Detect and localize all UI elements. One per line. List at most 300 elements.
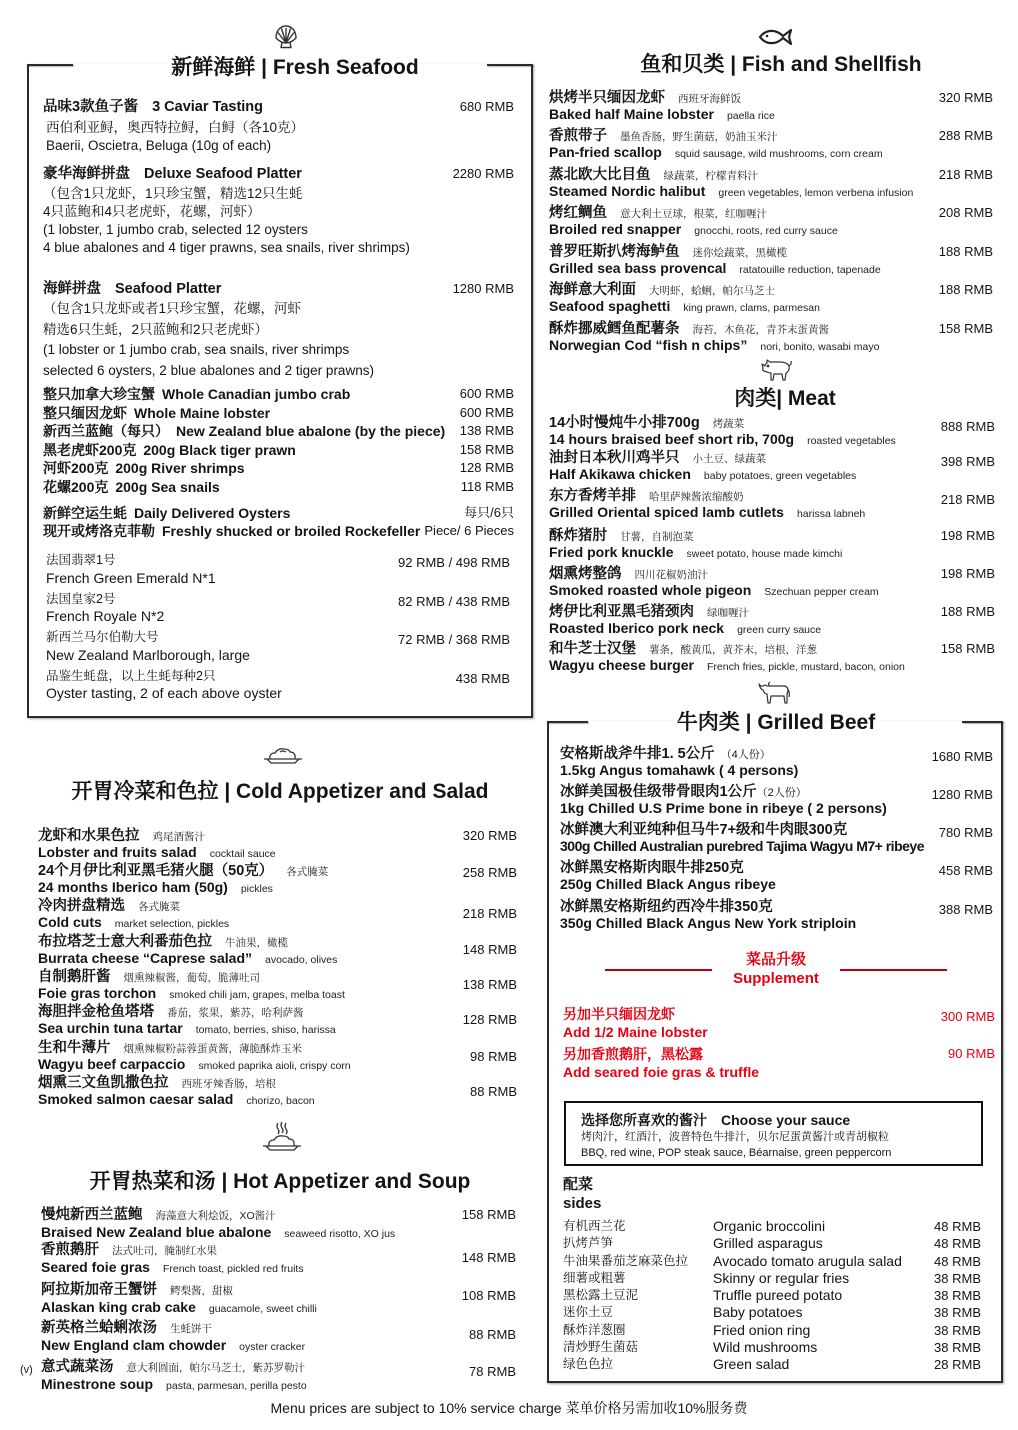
item-desc-cn: 烟熏辣椒粉蒜蓉蛋黄酱，薄脆酥炸玉米 [123,1042,302,1055]
item-desc-cn: 小土豆、绿蔬菜 [692,452,766,465]
item-price: 888 RMB [940,418,995,434]
list-item [43,422,514,441]
cloche-icon [262,746,304,764]
item-price: 158 RMB [459,441,514,457]
menu-item [560,783,993,821]
item-desc-en: harissa labneh [796,507,866,520]
item-desc-en: squid sausage, wild mushrooms, corn cream [674,148,883,160]
side-name-en: Organic broccolini [713,1218,826,1234]
item-name-cn: 新英格兰蛤蜊浓汤 [41,1320,157,1336]
item-desc-en: king prawn, clams, parmesan [683,302,820,314]
item-desc-cn: 海藻意大利烩饭，XO酱汁 [155,1210,276,1222]
item-price: 138 RMB [459,423,514,439]
list-item [43,404,514,423]
item-price: 98 RMB [470,1048,517,1064]
item-price: 780 RMB [938,825,993,841]
item-name-en: 350g Chilled Black Angus New York striploin [560,914,857,931]
item-name-cn: 烟熏烤整鸽 [549,565,622,582]
hot-appetizer-list [20,1206,516,1396]
meat-list [549,414,995,677]
oyster-item [46,668,510,707]
side-price: 38 RMB [934,1288,981,1304]
frame-top-right-segment [962,721,1003,723]
menu-item [549,204,993,243]
item-name-en: Baked half Maine lobster [549,105,714,122]
item-name-en: Norwegian Cod “fish n chips” [549,336,748,353]
item-price: 388 RMB [938,901,993,917]
item-desc-cn: 鸡尾酒酱汁 [152,830,205,843]
item-desc-en: gnocchi, roots, red curry sauce [694,225,838,237]
item-desc-en: French fries, pickle, mustard, bacon, onion [706,660,905,673]
sauce-options-cn: 烤肉汁，红酒汁，波普特色牛排汁，贝尔尼蛋黄酱汁或青胡椒粒 [581,1131,889,1143]
item-name-en: Half Akikawa chicken [549,465,691,482]
item-price: 188 RMB [938,243,993,259]
item-desc-en: tomato, berries, shiso, harissa [195,1024,336,1037]
sauce-options-en: BBQ, red wine, POP steak sauce, Béarnaise, green peppercorn [581,1147,892,1159]
supplement-title-cn: 菜品升级 [745,951,806,968]
item-name-cn: 法国翡翠1号 [46,553,116,567]
item-name-en: Roasted Iberico pork neck [549,619,725,636]
item-desc-cn: 生蚝饼干 [170,1323,212,1335]
item-price: 158 RMB [938,320,993,336]
item-price: 108 RMB [461,1288,516,1303]
frame-top-left-segment [547,721,588,723]
item-name-en: New Zealand blue abalone (by the piece) [176,423,446,440]
item-name-en: New Zealand Marlborough, large [46,646,250,663]
sides-title-cn: 配菜 [563,1176,594,1193]
shell-icon [272,23,300,51]
item-price: 188 RMB [938,282,993,297]
item-name-en: 200g River shrimps [115,460,245,477]
item-name-cn: 酥炸挪威鳕鱼配薯条 [549,320,680,337]
item-price: 198 RMB [940,565,995,581]
menu-item [560,821,993,859]
side-name-cn: 绿色色拉 [563,1357,614,1372]
item-name-en: Burrata cheese “Caprese salad” [38,949,252,966]
menu-item [41,1319,516,1358]
menu-item [38,968,517,1003]
item-desc-en: guacamole, sweet chilli [208,1303,317,1315]
menu-item [549,527,995,565]
item-name-en: Grilled sea bass provencal [549,259,727,276]
item-name-cn: 品味3款鱼子酱 [43,99,139,115]
item-name-en: Steamed Nordic halibut [549,182,706,199]
item-name-en: Grilled Oriental spiced lamb cutlets [549,503,784,520]
menu-item [549,320,993,359]
item-desc-cn: 西班牙辣香肠，培根 [181,1078,276,1091]
item-desc-en: smoked chili jam, grapes, melba toast [169,989,345,1002]
item-desc-en: baby potatoes, green vegetables [703,469,857,482]
item-name-en: Smoked salmon caesar salad [38,1091,234,1108]
item-name-cn: 豪华海鲜拼盘 [43,166,130,182]
supplement-item [563,1005,995,1045]
sides-heading [563,1175,601,1213]
item-desc-en: ratatouille reduction, tapenade [739,263,881,276]
item-price: 88 RMB [469,1327,516,1342]
item-desc-en: Baerii, Oscietra, Beluga (10g of each) [46,138,272,153]
item-price: 218 RMB [462,906,517,922]
item-desc-cn: 大明虾，蛤蜊，帕尔马芝士 [649,285,775,297]
item-desc-en: seaweed risotto, XO jus [284,1228,396,1240]
menu-item [38,1074,517,1109]
item-desc-en: roasted vegetables [807,434,896,447]
side-item [563,1356,981,1373]
item-desc-cn: 西班牙海鲜饭 [678,92,741,105]
side-name-cn: 清炒野生菌菇 [563,1340,639,1355]
menu-item [549,281,993,320]
side-item [563,1287,981,1304]
item-price: 680 RMB [459,99,514,114]
item-serving-note: （2人份） [756,786,807,799]
item-name-cn: 烤伊比利亚黑毛猪颈肉 [549,603,694,620]
item-desc-cn: 意大利圆面，帕尔马芝士，紫苏罗勒汁 [126,1362,305,1374]
side-name-cn: 扒烤芦笋 [563,1236,614,1251]
menu-item [38,1039,517,1074]
item-price: 128 RMB [462,1012,517,1028]
item-name-cn: 意式蔬菜汤 [41,1359,114,1375]
side-price: 38 RMB [934,1305,981,1321]
item-desc-line: (1 lobster, 1 jumbo crab, selected 12 oysters [43,222,308,237]
item-name-en: New England clam chowder [41,1337,227,1353]
item-name-en: 1.5kg Angus tomahawk ( 4 persons) [560,761,799,778]
service-charge-note: Menu prices are subject to 10% service charge 菜单价格另需加收10%服务费 [270,1400,748,1416]
item-desc-line: selected 6 oysters, 2 blue abalones and 2 tiger prawns) [43,362,374,378]
item-name-cn: 整只缅因龙虾 [43,404,127,421]
cow-icon [757,681,791,707]
section-title: 开胃冷菜和色拉 | Cold Appetizer and Salad [71,780,489,803]
item-desc-cn: 绿咖喱汁 [707,606,749,619]
item-name-cn: 品鉴生蚝盘，以上生蚝每种2只 [46,668,216,683]
item-desc-en: green curry sauce [737,623,822,636]
item-name-cn: 阿拉斯加帝王蟹饼 [41,1282,157,1298]
side-item [563,1253,981,1270]
item-price: 198 RMB [940,527,995,543]
item-price: 1680 RMB [931,748,993,764]
item-name-cn: 冰鲜黑安格斯纽约西冷牛排350克 [560,898,773,915]
item-desc-cn: 各式腌菜 [286,865,329,878]
side-name-cn: 有机西兰花 [563,1219,626,1233]
item-name-cn: 安格斯战斧牛排1. 5公斤 [560,745,715,762]
menu-item [38,827,517,862]
item-desc-cn: 墨鱼香肠，野生菌菇，奶油玉米汁 [620,131,778,143]
side-name-en: Fried onion ring [713,1321,811,1338]
item-desc-line: （包含1只龙虾，1只珍宝蟹，精选12只生蚝 [43,186,303,201]
side-name-en: Truffle pureed potato [713,1287,843,1304]
menu-item-deluxe-seafood-platter [43,164,514,257]
item-name-cn: 花螺200克 [43,478,109,495]
side-price: 38 RMB [934,1340,981,1356]
side-price: 38 RMB [934,1270,981,1286]
side-price: 48 RMB [934,1253,981,1269]
item-name-en: 3 Caviar Tasting [152,99,264,115]
item-desc-cn: 番茄，浆果，紫苏，哈利萨酱 [167,1007,304,1020]
item-desc-cn: 各式腌菜 [138,901,180,914]
item-desc-line: 4只蓝鲍和4只老虎虾，花螺，河虾） [43,204,261,219]
side-name-en: Baby potatoes [713,1304,803,1321]
grilled-beef-list [560,745,993,936]
item-price: 1280 RMB [931,786,993,802]
side-name-en: Wild mushrooms [713,1339,818,1356]
menu-item-caviar-tasting [43,97,514,155]
menu-item [20,1358,516,1396]
item-name-en: French Royale N*2 [46,608,165,625]
menu-item [38,933,517,968]
item-name-en: Minestrone soup [41,1376,154,1392]
item-name-cn: 和牛芝士汉堡 [549,640,636,657]
menu-item [549,487,995,527]
side-name-cn: 黑松露土豆泥 [563,1288,639,1303]
item-price: 300 RMB [940,1009,995,1024]
item-desc-cn: 迷你烩蔬菜，黑橄榄 [692,246,787,259]
menu-item [549,166,993,205]
item-desc-line: 精选6只生蚝，2只蓝鲍和2只老虎虾） [43,321,269,337]
supplement-heading [700,950,852,988]
item-desc-en: pasta, parmesan, perilla pesto [166,1380,307,1392]
menu-item [549,243,993,282]
section-title: 新鲜海鲜 | Fresh Seafood [171,56,419,79]
item-desc-en: pickles [240,882,273,895]
item-name-cn: 油封日本秋川鸡半只 [549,449,680,466]
item-desc-en: sweet potato, house made kimchi [686,547,843,560]
menu-item [549,414,995,449]
item-name-en: Deluxe Seafood Platter [144,166,302,182]
item-price: 90 RMB [948,1046,995,1061]
item-desc-cn: 法式吐司，腌制红水果 [112,1245,217,1257]
item-desc-en: green vegetables, lemon verbena infusion [718,186,914,199]
section-title: 开胃热菜和汤 | Hot Appetizer and Soup [89,1170,471,1193]
item-name-cn: 生和牛薄片 [38,1039,111,1056]
item-price: 600 RMB [459,404,514,420]
item-price: 288 RMB [938,128,993,143]
sides-title-en: sides [563,1195,602,1212]
oyster-item [46,552,510,591]
side-name-en: Green salad [713,1356,790,1373]
item-name-cn: 东方香烤羊排 [549,487,636,504]
supplement-item [563,1045,995,1085]
item-price: 138 RMB [462,977,517,993]
menu-item [560,745,993,783]
item-name-en: Seafood Platter [115,281,222,297]
supplement-list [563,1005,995,1085]
item-desc-line: 4 blue abalones and 4 tiger prawns, sea snails, river shrimps) [43,240,410,255]
side-price: 48 RMB [934,1236,981,1252]
item-price: 218 RMB [940,491,995,507]
item-name-cn: 冷肉拼盘精选 [38,898,125,915]
side-name-cn: 细薯或粗薯 [563,1270,626,1285]
menu-item [38,1003,517,1038]
item-name-cn: 整只加拿大珍宝蟹 [43,386,155,402]
item-name-cn: 自制鹅肝酱 [38,969,111,986]
menu-item [560,898,993,936]
menu-item [549,640,995,677]
supplement-title-en: Supplement [733,970,819,987]
item-desc-en: market selection, pickles [114,918,230,931]
item-name-cn: 香煎鹅肝 [41,1242,99,1258]
a-la-carte-list [43,385,514,497]
item-desc-cn: 牛油果，橄榄 [225,936,288,949]
item-price: 320 RMB [462,827,517,843]
item-desc-cn: 海苔，木鱼花，青芥末蛋黄酱 [692,323,829,336]
item-desc-cn: 意大利土豆球，根菜，红咖喱汁 [620,208,767,220]
item-price: 258 RMB [462,864,517,880]
item-name-cn: 另加半只缅因龙虾 [563,1006,675,1022]
item-name-cn: 龙虾和水果色拉 [38,827,140,844]
item-desc-cn: 哈里萨辣酱浓缩酸奶 [649,490,744,503]
item-price: 92 RMB / 498 RMB [398,555,510,570]
item-name-en: 300g Chilled Australian purebred Tajima Wagyu M7+ ribeye [560,838,924,855]
item-price: 600 RMB [459,386,514,401]
item-price: 398 RMB [940,453,995,469]
item-name-en: 24 months Iberico ham (50g) [38,878,228,895]
item-name-cn: 冰鲜美国极佳级带骨眼肉1公斤 [560,783,757,800]
item-name-en: Wagyu beef carpaccio [38,1055,186,1072]
item-name-cn: 烟熏三文鱼凯撒色拉 [38,1075,169,1092]
side-name-cn: 酥炸洋葱圈 [563,1322,626,1337]
list-item [43,441,514,460]
item-desc-cn: 四川花椒奶油汁 [634,568,708,581]
cold-appetizer-list [38,827,517,1110]
oysters-subtitle-en: Freshly shucked or broiled Rockefeller [162,523,421,539]
side-price: 48 RMB [934,1219,981,1234]
oysters-title-cn: 新鲜空运生蚝 [43,505,127,521]
item-name-cn: 冰鲜黑安格斯肉眼牛排250克 [560,860,744,877]
side-item [563,1339,981,1356]
item-price: 188 RMB [940,603,995,619]
item-name-cn: 14小时慢炖牛小排700g [549,414,700,431]
item-name-en: Add 1/2 Maine lobster [563,1024,708,1040]
item-price: 82 RMB / 438 RMB [398,593,510,609]
supplement-rule-right [840,969,947,971]
menu-item [549,127,993,166]
item-name-en: Lobster and fruits salad [38,843,197,860]
menu-item [41,1281,516,1319]
sauce-title-cn: 选择您所喜欢的酱汁 [581,1112,707,1128]
oysters-unit-en: Piece/ 6 Pieces [424,523,514,538]
item-name-en: Oyster tasting, 2 of each above oyster [46,685,282,702]
item-name-cn: 法国皇家2号 [46,591,116,606]
item-name-cn: 烤红鲷鱼 [549,205,607,221]
item-name-cn: 海鲜意大利面 [549,282,636,298]
item-name-cn: 海鲜拼盘 [43,281,101,297]
item-desc-en: French toast, pickled red fruits [162,1263,304,1275]
item-name-cn: 海胆拌金枪鱼塔塔 [38,1004,154,1021]
item-name-cn: 慢炖新西兰蓝鲍 [41,1207,143,1223]
supplement-rule-left [605,969,712,971]
item-name-cn: 冰鲜澳大利亚纯种但马牛7+级和牛肉眼300克 [560,822,848,839]
item-desc-cn: 薯条，酸黄瓜，黄芥末，培根，洋葱 [649,643,817,656]
item-name-cn: 另加香煎鹅肝，黑松露 [563,1046,703,1062]
side-price: 38 RMB [934,1322,981,1338]
item-price: 158 RMB [461,1207,516,1222]
side-item [563,1218,981,1235]
side-name-cn: 迷你土豆 [563,1305,614,1320]
item-name-en: 250g Chilled Black Angus ribeye [560,876,776,893]
pig-icon [760,358,794,384]
item-name-cn: 河虾200克 [43,460,109,477]
item-name-cn: 酥炸猪肘 [549,527,607,544]
item-serving-note: （4人份） [720,748,771,761]
item-name-en: 200g Black tiger prawn [143,441,296,458]
item-desc-en: cocktail sauce [209,847,276,860]
item-name-en: Foie gras torchon [38,985,157,1002]
side-name-en: Grilled asparagus [713,1235,823,1252]
sauce-title-en: Choose your sauce [721,1112,851,1128]
side-item [563,1270,981,1287]
item-price: 218 RMB [938,166,993,182]
sides-list [563,1218,981,1374]
item-price: 2280 RMB [452,166,514,181]
side-price: 28 RMB [934,1357,981,1373]
item-name-en: Broiled red snapper [549,221,682,237]
menu-item [549,565,995,603]
item-desc-cn: 鳄梨酱，甜椒 [170,1285,233,1297]
item-name-cn: 烘烤半只缅因龙虾 [549,89,665,106]
item-price: 88 RMB [470,1084,517,1100]
menu-item [41,1241,516,1281]
side-item [563,1304,981,1321]
oysters-unit-cn: 每只/6只 [464,505,514,520]
item-name-cn: 香煎带子 [549,128,607,144]
item-name-en: Fried pork knuckle [549,543,674,560]
oyster-item [46,591,510,630]
item-desc-en: nori, bonito, wasabi mayo [760,340,880,353]
item-name-en: 14 hours braised beef short rib, 700g [549,430,795,447]
item-price: 1280 RMB [452,281,514,296]
section-title: 鱼和贝类 | Fish and Shellfish [640,53,922,76]
list-item [43,385,514,404]
oysters-subtitle-cn: 现开或烤洛克菲勒 [43,523,155,539]
item-desc-line: （包含1只龙虾或者1只珍宝蟹，花螺，河虾 [43,301,302,316]
item-name-en: Seafood spaghetti [549,298,671,314]
item-desc-cn: 烤蔬菜 [712,417,745,430]
item-desc-cn: 甘薯，自制泡菜 [620,530,694,543]
list-item [43,459,514,478]
item-name-en: Whole Canadian jumbo crab [162,386,351,402]
oyster-item [46,629,510,668]
item-desc-cn: 西伯利亚鲟，奥西特拉鲟，白鲟（各10克） [46,120,305,135]
sauce-box [564,1101,983,1166]
item-name-en: 1kg Chilled U.S Prime bone in ribeye ( 2 persons) [560,799,887,816]
side-name-cn: 牛油果番茄芝麻菜色拉 [563,1253,689,1268]
item-price: 148 RMB [462,941,517,957]
item-name-cn: 蒸北欧大比目鱼 [549,166,651,183]
item-name-cn: 24个月伊比利亚黑毛猪火腿（50克） [38,862,274,879]
item-desc-cn: 绿蔬菜，柠檬青料汁 [663,169,758,182]
item-price: 78 RMB [469,1364,516,1379]
item-price: 128 RMB [459,460,514,476]
list-item [43,478,514,497]
side-name-en: Skinny or regular fries [713,1269,850,1286]
oysters-header [43,504,514,540]
menu-item [38,862,517,897]
fish-shellfish-list [549,89,993,359]
item-desc-line: (1 lobster or 1 jumbo crab, sea snails, river shrimps [43,342,350,357]
item-name-en: 200g Sea snails [115,478,220,495]
item-price: 72 RMB / 368 RMB [398,632,510,648]
item-price: 148 RMB [461,1250,516,1265]
fish-icon [757,27,795,47]
item-desc-en: chorizo, bacon [246,1095,315,1108]
item-desc-cn: 烟熏辣椒酱，葡萄，脆薄吐司 [123,972,260,985]
item-name-en: Add seared foie gras & truffle [563,1064,760,1080]
item-desc-en: paella rice [726,109,775,122]
menu-item [38,897,517,932]
item-name-en: Wagyu cheese burger [549,656,694,673]
item-desc-en: Szechuan pepper cream [764,585,879,598]
steaming-dish-icon [261,1121,303,1151]
oysters-list [46,552,510,706]
item-desc-en: smoked paprika aioli, crispy corn [198,1059,351,1072]
